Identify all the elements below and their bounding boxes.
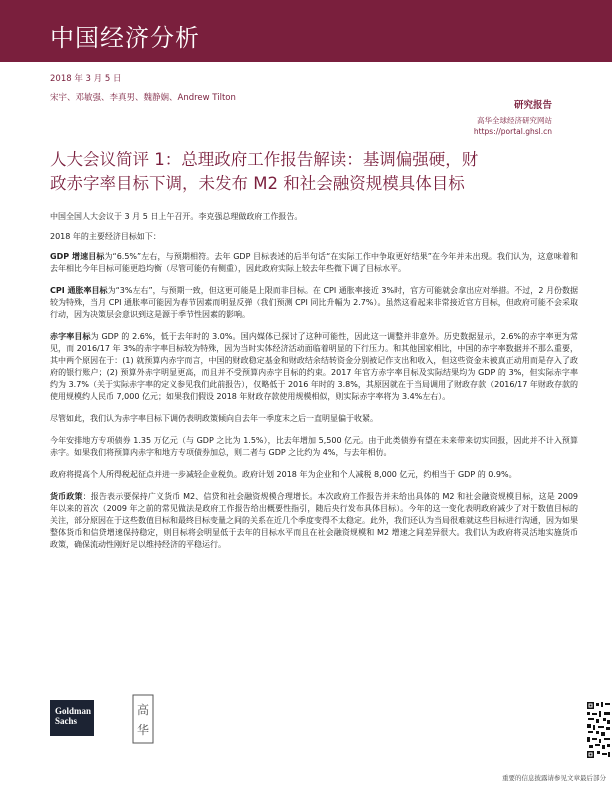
report-info xyxy=(474,97,552,136)
deficit-label: 赤字率目标 xyxy=(50,332,91,341)
qr-code-icon xyxy=(586,700,612,760)
report-type: 研究报告 xyxy=(513,100,552,111)
monetary-label: 货币政策 xyxy=(50,492,83,501)
report-date: 2018 年 3 月 5 日 xyxy=(50,74,122,84)
goldman-sachs-logo xyxy=(50,700,94,736)
gdp-text: 为“6.5%”左右，与预期相符。去年 GDP 目标表述的后半句话“在实际工作中争取更好结果”在今年并未出现。我们认为，这意味着和去年相比今年目标可能更趋均衡（尽管可能仍有侧重），因此政府实际上较去年些微下调了目标水平。 xyxy=(50,252,578,273)
report-authors: 宋宇、邓敏强、李真男、魏静娴、Andrew Tilton xyxy=(50,93,236,103)
svg-text:高: 高 xyxy=(136,703,150,717)
tax-paragraph: 政府将提高个人所得税起征点并进一步减轻企业税负。政府计划 2018 年为企业和个人减税 8,000 亿元，约相当于 GDP 的 0.9%。 xyxy=(50,470,517,479)
header-banner xyxy=(0,0,612,62)
title-line-2: 政赤字率目标下调，未发布 M2 和社会融资规模具体目标 xyxy=(50,174,465,193)
cpi-label: CPI 通胀率目标 xyxy=(50,286,108,295)
monetary-text: ：报告表示要保持广义货币 M2、信贷和社会融资规模合理增长。本次政府工作报告并未给出具体的 M2 和社会融资规模目标，这是 2009 年以来的首次（2009 年之前的常见做法是政府工作报告给出概要性指引，随后央行发布具体目标）。今年的这一变化表明政府减少了对于数值目标的关注，部分原因在于这些数值目标和最终目标变量之间的关系在近几个季度变得不太稳定。此外，我们还认为当局很难就这些目标进行沟通，因为如果整体货币和信贷增速保持稳定，则目标将会明显低于去年的目标水平而且在社会融资规模和 M2 增速之间差异很大。我们认为政府将灵活地实施货币政策，确保流动性刚好足以维持经济的平稳运行。 xyxy=(50,492,579,549)
local-bond-paragraph: 今年安排地方专项债券 1.35 万亿元（与 GDP 之比为 1.5%），比去年增加 5,500 亿元。由于此类债券有望在未来带来切实回报，因此并不计入预算赤字。如果我们将预算内赤字和地方专项债券加总，则二者与 GDP 之比约为 4%，与去年相仿。 xyxy=(50,436,578,457)
intro-paragraph: 中国全国人大会议于 3 月 5 日上午召开。李克强总理做政府工作报告。 xyxy=(50,212,303,221)
disclosure-footer: 重要的信息披露请参见文章最后部分 xyxy=(502,774,606,782)
website-link[interactable]: https://portal.ghsl.cn xyxy=(473,127,552,136)
gdp-label: GDP 增速目标 xyxy=(50,252,105,261)
targets-intro: 2018 年的主要经济目标如下： xyxy=(50,232,161,241)
article-body xyxy=(50,211,578,561)
cpi-paragraph xyxy=(50,285,578,321)
monetary-paragraph xyxy=(50,491,578,551)
policy-paragraph: 尽管如此，我们认为赤字率目标下调仍表明政策倾向自去年一季度末之后一直明显偏于收紧。 xyxy=(50,414,378,423)
svg-text:华: 华 xyxy=(136,723,150,737)
deficit-paragraph xyxy=(50,331,578,403)
publisher-name: 高华全球经济研究网站 xyxy=(477,116,552,125)
gs-logo-line1: Goldman xyxy=(55,706,92,716)
page-title xyxy=(50,148,580,196)
gs-logo-line2: Sachs xyxy=(55,716,78,726)
gdp-paragraph xyxy=(50,251,578,275)
deficit-text: 为 GDP 的 2.6%，低于去年时的 3.0%。国内媒体已探讨了这种可能性，因此这一调整并非意外。历史数据显示，2.6%的赤字率更为常见，而 2016/17 年 3%的赤字率目标较为特殊，因为当时实体经济活动面临着明显的下行压力。和其他国家相比，中国的赤字率数据并不那么重要，其中两个原因在于：(1) 就预算内赤字而言，中国的财政稳定基金和财政结余结转资金分别被记作支出和收入，但这些资金未被真正动用而是存入了政府的银行账户；(2) 预算外赤字明显更高，而且并不受预算内赤字目标的约束。2017 年官方赤字率目标及实际结果均为 GDP 的 3%，但实际赤字率约为 3.7%（关于实际赤字率的定义参见我们此前报告），仅略低于 2016 年时的 3.8%，其原因就在于当局调用了财政存款（2016/17 年财政存款的使用规模约人民币 7,000 亿元；如果我们假设 2018 年财政存款使用规模相似，则实际赤字率将为 3.4%左右）。 xyxy=(50,332,578,401)
cpi-text: 为“3%左右”，与预期一致，但这更可能是上限而非目标。在 CPI 通胀率接近 3%时，官方可能就会拿出应对举措。不过，2 月份数据较为特殊，当月 CPI 通胀率可能因为春节因素而明显反弹（我们预测 CPI 同比升幅为 2.7%）。虽然这看起来非常接近官方目标，但政府可能不会采取行动，因为决策层会意识到这是源于季节性因素的影响。 xyxy=(50,286,578,319)
banner-title: 中国经济分析 xyxy=(50,24,200,52)
gaohua-logo xyxy=(132,694,154,744)
title-line-1: 人大会议简评 1：总理政府工作报告解读：基调偏强硬，财 xyxy=(50,150,479,169)
